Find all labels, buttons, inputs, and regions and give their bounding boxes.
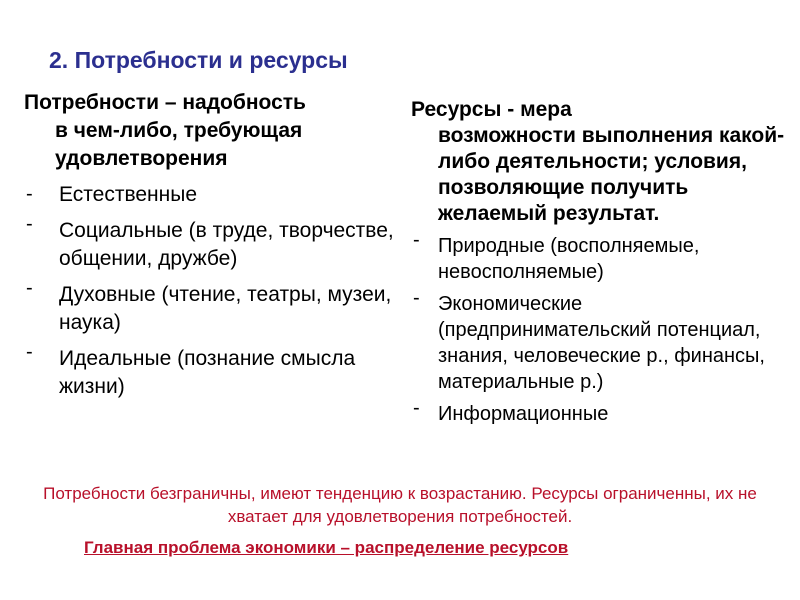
main-problem-statement: Главная проблема экономики – распределение ресурсов [84, 538, 569, 557]
needs-list-item [24, 213, 404, 273]
needs-definition-rest: в чем-либо, требующая удовлетворения [55, 119, 303, 170]
resources-item-text: Экономические (предпринимательский потенциал, знания, человеческие р., финансы, материальные р.) [438, 293, 765, 393]
dash-bullet-icon: - [26, 341, 33, 363]
conclusion-note: Потребности безграничны, имеют тенденцию к возрастанию. Ресурсы ограниченны, их не хватает для удовлетворения потребностей. [43, 484, 757, 526]
resources-list [411, 229, 796, 427]
resources-item-text: Природные (восполняемые, невосполняемые) [438, 235, 700, 283]
dash-bullet-icon: - [26, 277, 33, 299]
resources-list-item [411, 397, 796, 427]
dash-bullet-icon: - [413, 397, 420, 419]
resources-column [411, 97, 796, 433]
needs-item-text: Идеальные (познание смысла жизни) [59, 347, 356, 398]
resources-list-item [411, 229, 796, 285]
needs-list-item [24, 341, 404, 401]
resources-definition-rest: возможности выполнения какой-либо деятельности; условия, позволяющие получить желаемый результат. [438, 124, 785, 225]
dash-bullet-icon: - [413, 229, 420, 251]
needs-list-item [24, 277, 404, 337]
dash-bullet-icon: - [26, 213, 33, 235]
needs-definition-first-line: Потребности – надобность [24, 91, 306, 114]
needs-item-text: Естественные [59, 183, 198, 206]
resources-list-item [411, 287, 796, 395]
slide-title: 2. Потребности и ресурсы [49, 47, 348, 73]
needs-item-text: Духовные (чтение, театры, музеи, наука) [59, 283, 392, 334]
resources-item-text: Информационные [438, 403, 609, 425]
needs-definition [24, 89, 404, 173]
dash-bullet-icon: - [413, 287, 420, 309]
resources-definition [411, 97, 796, 227]
needs-column [24, 89, 404, 409]
resources-definition-first-line: Ресурсы - мера [411, 98, 572, 121]
dash-bullet-icon: - [26, 183, 33, 205]
needs-item-text: Социальные (в труде, творчестве, общении, дружбе) [59, 219, 394, 270]
needs-list-item [24, 181, 404, 209]
needs-list [24, 181, 404, 401]
